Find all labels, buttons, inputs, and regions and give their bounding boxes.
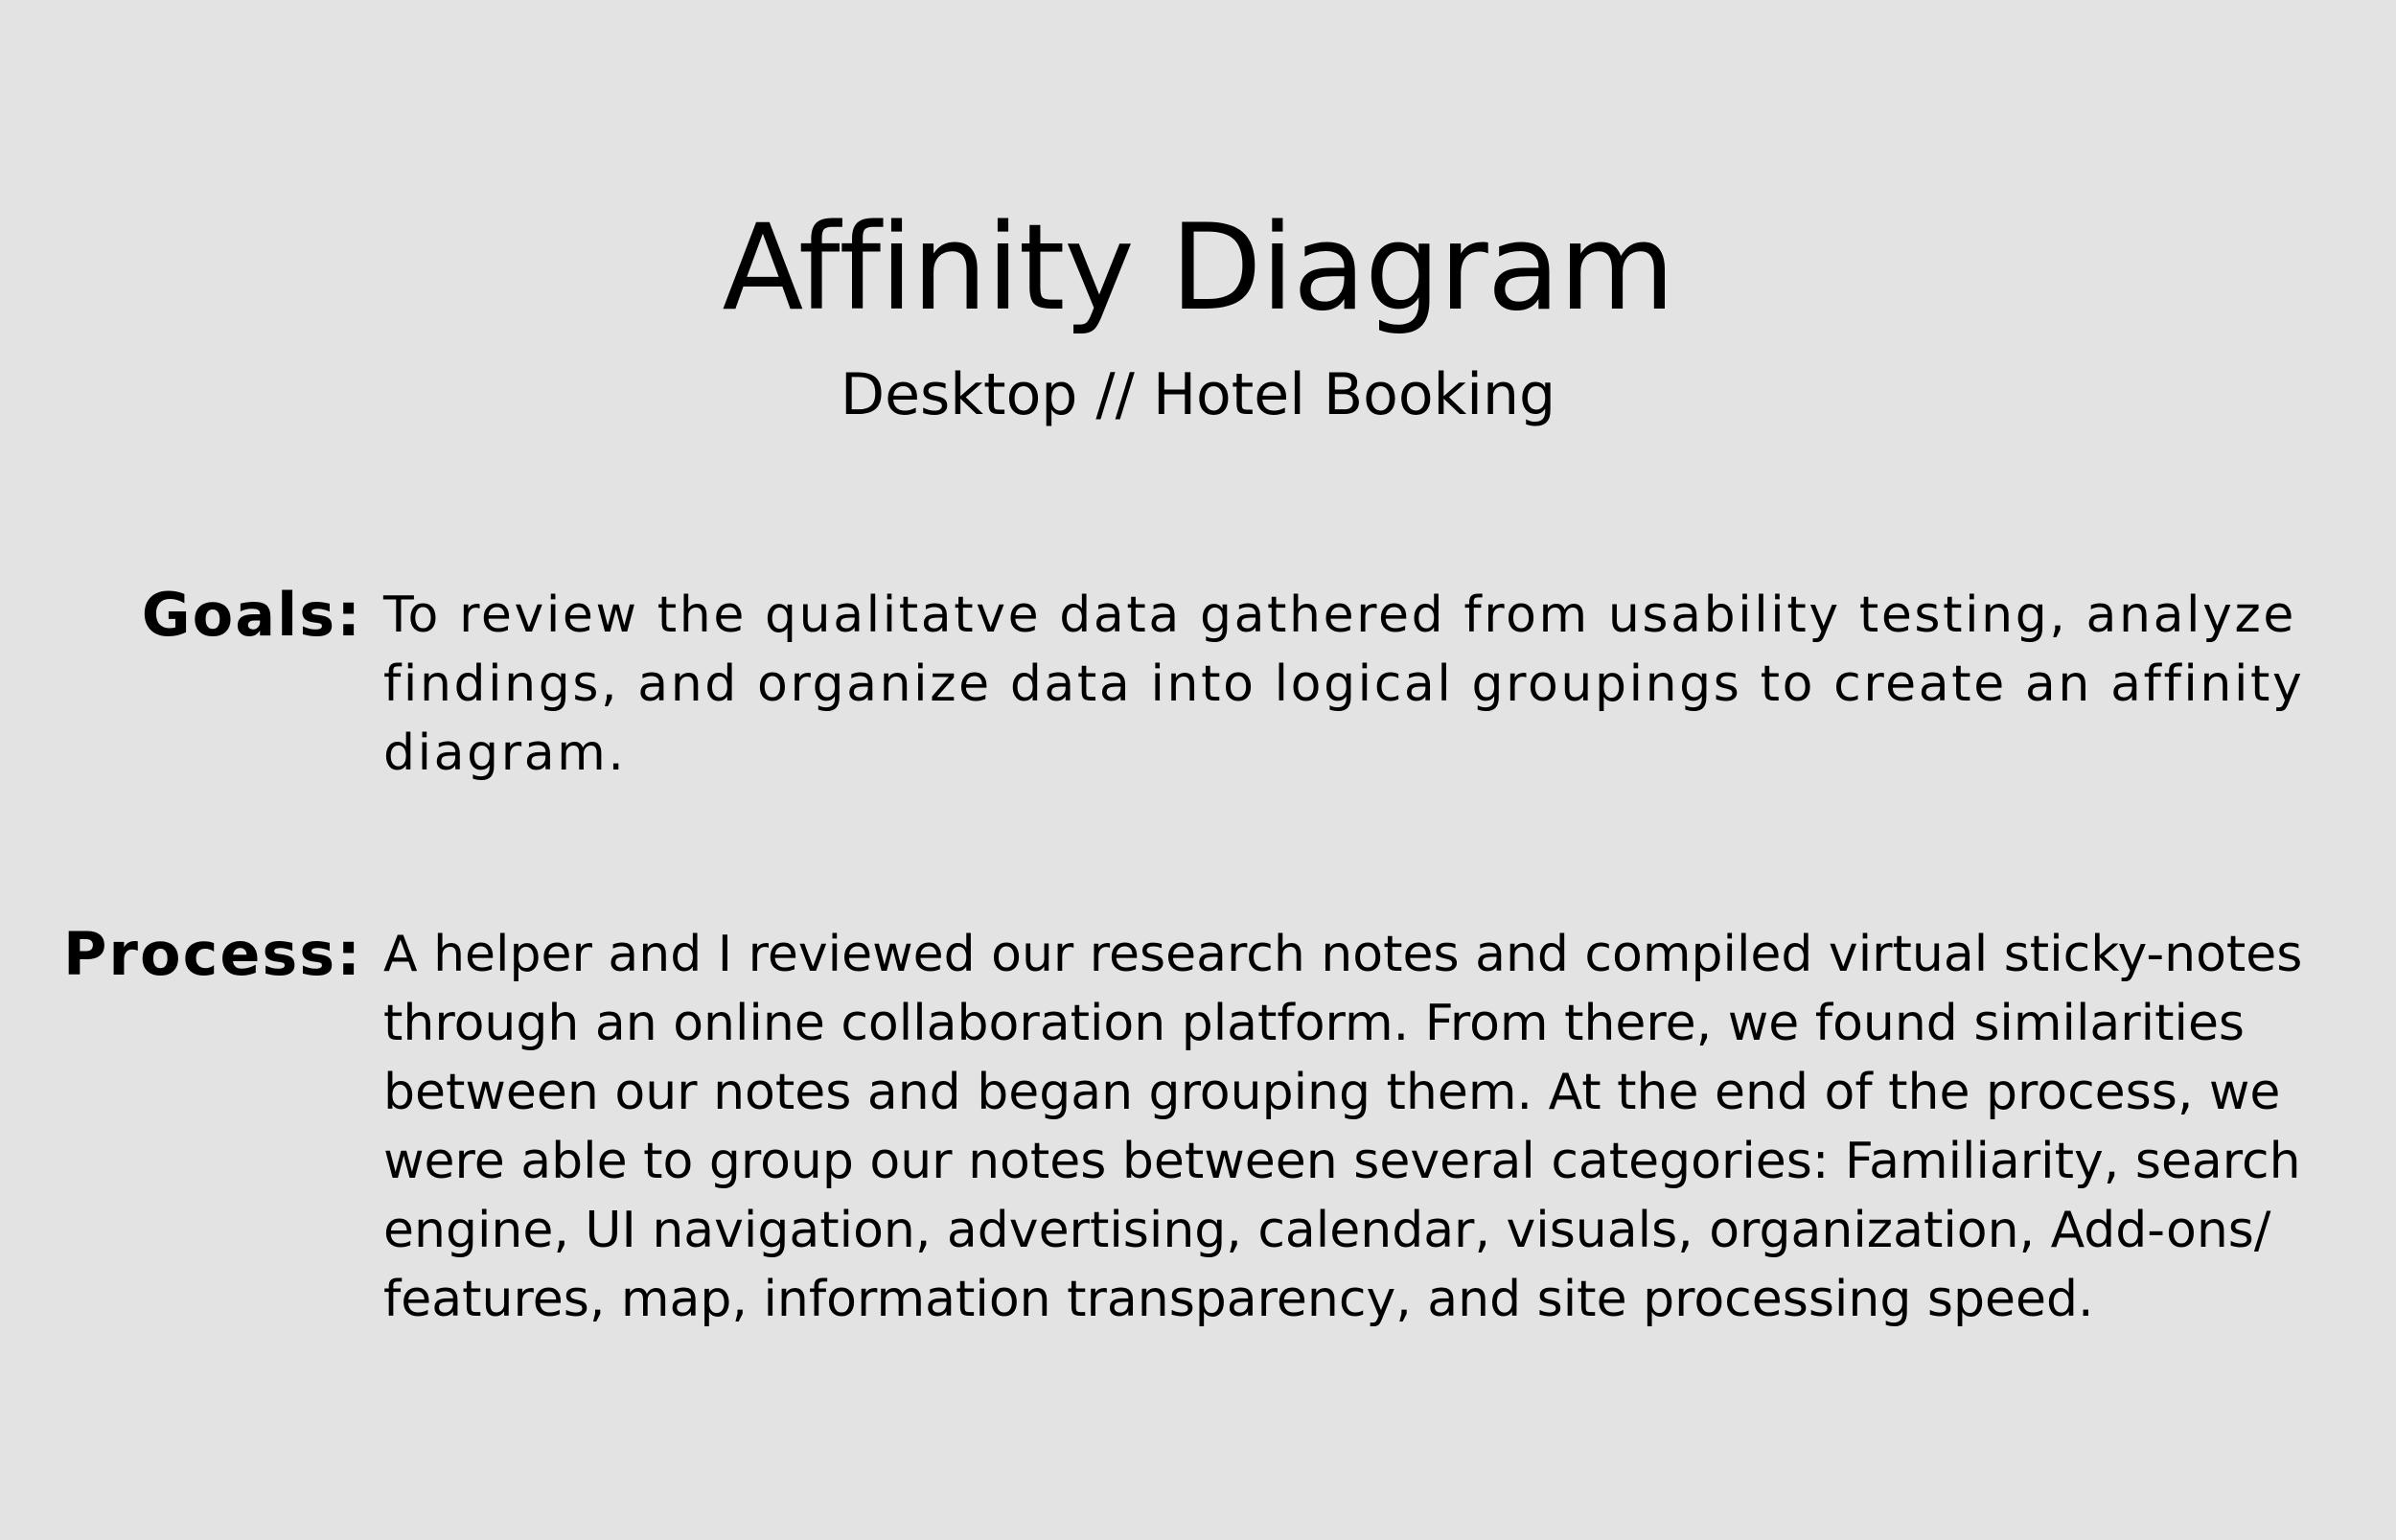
process-line: between our notes and began grouping them. At the end of the process, we xyxy=(383,1064,2281,1121)
process-line: A helper and I reviewed our research notes and compiled virtual sticky-notes xyxy=(383,926,2303,983)
process-line: features, map, information transparency, and site processing speed. xyxy=(383,1271,2094,1328)
page-subtitle: Desktop // Hotel Booking xyxy=(840,361,1556,428)
process-line: through an online collaboration platform. From there, we found similarities xyxy=(383,995,2246,1052)
goals-text xyxy=(383,581,2305,788)
goals-line: findings, and organize data into logical groupings to create an affinity xyxy=(383,655,2305,713)
page-title: Affinity Diagram xyxy=(722,199,1674,337)
process-line: engine, UI navigation, advertising, calendar, visuals, organization, Add-ons/ xyxy=(383,1202,2271,1259)
goals-line: diagram. xyxy=(383,724,627,782)
process-line: were able to group our notes between several categories: Familiarity, search xyxy=(383,1133,2301,1190)
goals-line: To review the qualitatve data gathered from usability testing, analyze xyxy=(383,586,2296,644)
process-text xyxy=(383,920,2303,1334)
goals-label: Goals: xyxy=(141,580,362,650)
process-label: Process: xyxy=(62,919,362,989)
